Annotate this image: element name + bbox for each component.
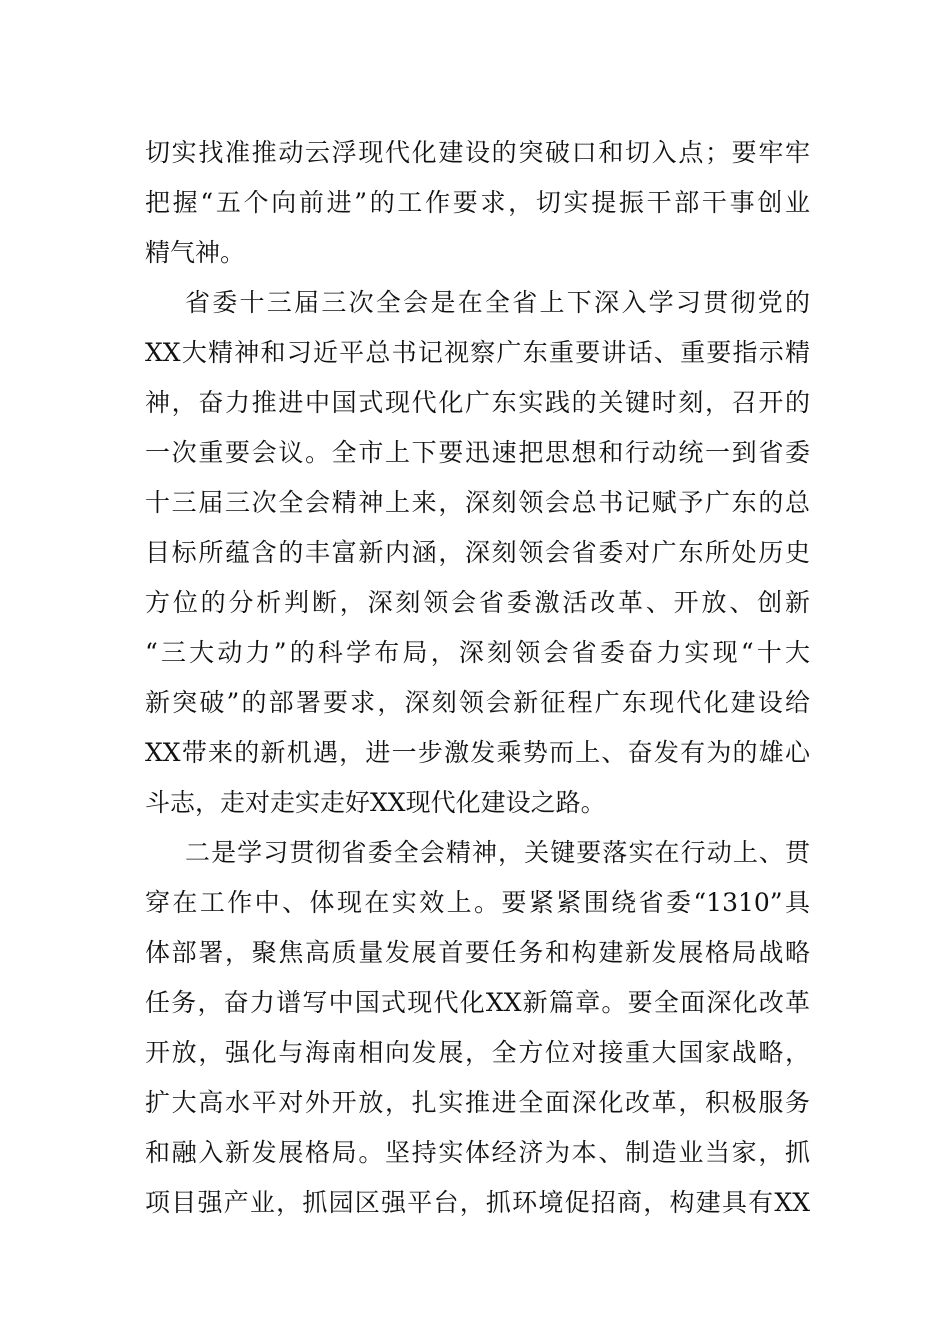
paragraph-line: 省委十三届三次全会是在全省上下深入学习贯彻党的	[185, 288, 810, 317]
paragraph-line: 新突破”的部署要求，深刻领会新征程广东现代化建设给	[145, 688, 810, 717]
paragraph-line: 方位的分析判断，深刻领会省委激活改革、开放、创新	[145, 588, 810, 617]
paragraph-line: 任务，奋力谱写中国式现代化XX新篇章。要全面深化改革	[145, 988, 810, 1017]
paragraph-line: 穿在工作中、体现在实效上。要紧紧围绕省委“1310”具	[145, 888, 810, 917]
paragraph-line: 目标所蕴含的丰富新内涵，深刻领会省委对广东所处历史	[145, 538, 810, 567]
paragraph-1	[145, 128, 810, 278]
paragraph-line: 和融入新发展格局。坚持实体经济为本、制造业当家，抓	[145, 1138, 810, 1167]
paragraph-line: 开放，强化与海南相向发展，全方位对接重大国家战略，	[145, 1038, 810, 1067]
document-body	[145, 128, 810, 1228]
paragraph-line: 斗志，走对走实走好XX现代化建设之路。	[145, 788, 606, 817]
paragraph-line: 精气神。	[145, 238, 246, 267]
paragraph-line: “三大动力”的科学布局，深刻领会省委奋力实现“十大	[145, 638, 810, 667]
paragraph-line: 把握“五个向前进”的工作要求，切实提振干部干事创业	[145, 188, 810, 217]
paragraph-line: 项目强产业，抓园区强平台，抓环境促招商，构建具有XX	[145, 1188, 810, 1217]
paragraph-line: 切实找准推动云浮现代化建设的突破口和切入点；要牢牢	[145, 138, 810, 167]
paragraph-3	[145, 828, 810, 1228]
paragraph-line: 体部署，聚焦高质量发展首要任务和构建新发展格局战略	[145, 938, 810, 967]
paragraph-line: XX带来的新机遇，进一步激发乘势而上、奋发有为的雄心	[145, 738, 810, 767]
paragraph-line: XX大精神和习近平总书记视察广东重要讲话、重要指示精	[145, 338, 810, 367]
paragraph-2	[145, 278, 810, 828]
paragraph-line: 扩大高水平对外开放，扎实推进全面深化改革，积极服务	[145, 1088, 810, 1117]
paragraph-line: 神，奋力推进中国式现代化广东实践的关键时刻，召开的	[145, 388, 810, 417]
paragraph-line: 十三届三次全会精神上来，深刻领会总书记赋予广东的总	[145, 488, 810, 517]
paragraph-line: 二是学习贯彻省委全会精神，关键要落实在行动上、贯	[185, 838, 810, 867]
paragraph-line: 一次重要会议。全市上下要迅速把思想和行动统一到省委	[145, 438, 810, 467]
